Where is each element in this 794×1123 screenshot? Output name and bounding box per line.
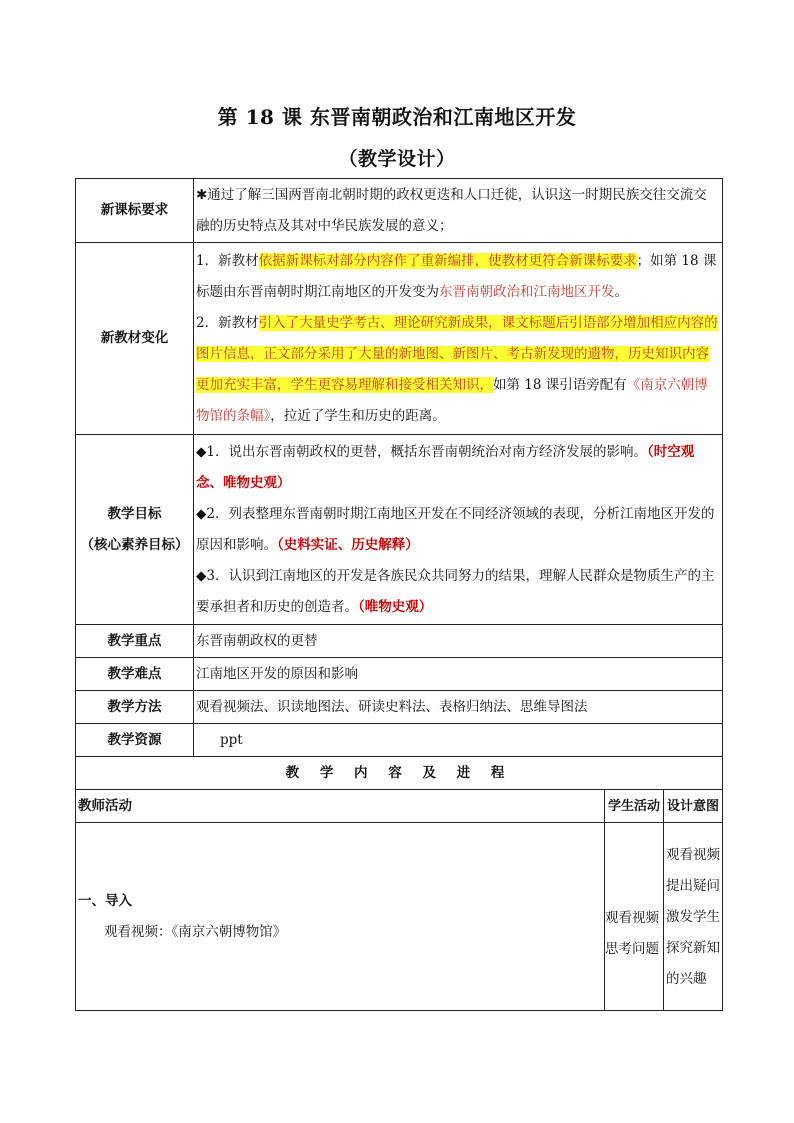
label-goals-main: 教学目标 (107, 505, 162, 522)
label-standard: 新课标要求 (76, 179, 194, 243)
resource-text: ppt (194, 724, 723, 757)
goal-2 (196, 499, 720, 561)
goal-1-tag: （时空观念、唯物史观） (196, 443, 695, 491)
goal-3-text: ◆3．认识到江南地区的开发是各族民众共同努力的结果，理解人民群众是物质生产的主要承担者和历史的创造者。 (196, 567, 715, 615)
goal-3 (196, 561, 720, 623)
textbook-p2-highlight: 引入了大量史学考古、理论研究新成果，课文标题后引语部分增加相应内容的图片信息，正文部分采用了大量的新地图、新图片、考古新发现的遗物，历史知识内容更加充实丰富，学生更容易理解和接受相关知识， (196, 314, 718, 393)
intro-heading: 一、导入 (78, 892, 132, 909)
textbook-para-2 (196, 308, 720, 432)
textbook-p1-end: 。 (614, 283, 628, 300)
standard-text: ✱通过了解三国两晋南北朝时期的政权更迭和人口迁徙，认识这一时期民族交往交流交融的历史特点及其对中华民族发展的意义； (194, 179, 723, 243)
row-key (76, 625, 723, 658)
textbook-p2-red: 《南京六朝博物馆的条幅》 (196, 376, 708, 424)
goal-1-text: ◆1．说出东晋南朝政权的更替，概括东晋南朝统治对南方经济发展的影响。 (196, 443, 647, 460)
intro-intent-cell: 观看视频提出疑问激发学生探究新知的兴趣 (664, 823, 723, 1011)
goals-content (194, 435, 723, 625)
textbook-para-1 (196, 246, 720, 308)
textbook-content (194, 243, 723, 435)
col-design-intent: 设计意图 (664, 790, 723, 823)
goal-3-tag: （唯物史观） (358, 598, 433, 615)
key-text: 东晋南朝政权的更替 (194, 625, 723, 658)
label-resource: 教学资源 (76, 724, 194, 757)
col-student-activity: 学生活动 (605, 790, 664, 823)
document-subtitle: （教学设计） (338, 148, 456, 170)
col-teacher-activity: 教师活动 (76, 790, 605, 823)
label-key: 教学重点 (76, 625, 194, 658)
textbook-p1-red: 东晋南朝政治和江南地区开发 (439, 283, 615, 300)
textbook-p2-body: 如第 18 课引语旁配有 (493, 376, 627, 393)
label-difficulty: 教学难点 (76, 658, 194, 691)
row-standard (76, 179, 723, 243)
textbook-p1-lead: 1．新教材 (196, 252, 259, 269)
row-process-headers (76, 790, 723, 823)
row-method (76, 691, 723, 724)
process-section-title: 教 学 内 容 及 进 程 (76, 757, 723, 790)
goal-1 (196, 437, 720, 499)
intro-student-cell: 观看视频思考问题 (605, 823, 664, 1011)
label-goals (76, 435, 194, 625)
lesson-plan-table (75, 178, 723, 1011)
row-difficulty (76, 658, 723, 691)
goal-2-tag: （史料实证、历史解释） (277, 536, 419, 553)
label-goals-sub: （核心素养目标） (80, 536, 189, 553)
textbook-p1-highlight: 依据新课标对部分内容作了重新编排，使教材更符合新课标要求 (258, 252, 637, 269)
intro-teacher-cell (76, 823, 605, 1011)
row-process-title (76, 757, 723, 790)
textbook-p2-lead: 2．新教材 (196, 314, 259, 331)
row-textbook (76, 243, 723, 435)
intro-text: 观看视频：《南京六朝博物馆》 (104, 923, 287, 940)
label-method: 教学方法 (76, 691, 194, 724)
row-goals (76, 435, 723, 625)
row-resource (76, 724, 723, 757)
method-text: 观看视频法、识读地图法、研读史料法、表格归纳法、思维导图法 (194, 691, 723, 724)
textbook-p2-end: ，拉近了学生和历史的距离。 (270, 407, 446, 424)
goal-2-text: ◆2．列表整理东晋南朝时期江南地区开发在不同经济领域的表现，分析江南地区开发的原因和影响。 (196, 505, 715, 553)
label-textbook: 新教材变化 (76, 243, 194, 435)
difficulty-text: 江南地区开发的原因和影响 (194, 658, 723, 691)
row-intro (76, 823, 723, 1011)
textbook-p1-body: ；如第 18 课标题由东晋南朝时期江南地区的开发变为 (196, 252, 717, 300)
document-title: 第 18 课 东晋南朝政治和江南地区开发 (217, 105, 577, 129)
